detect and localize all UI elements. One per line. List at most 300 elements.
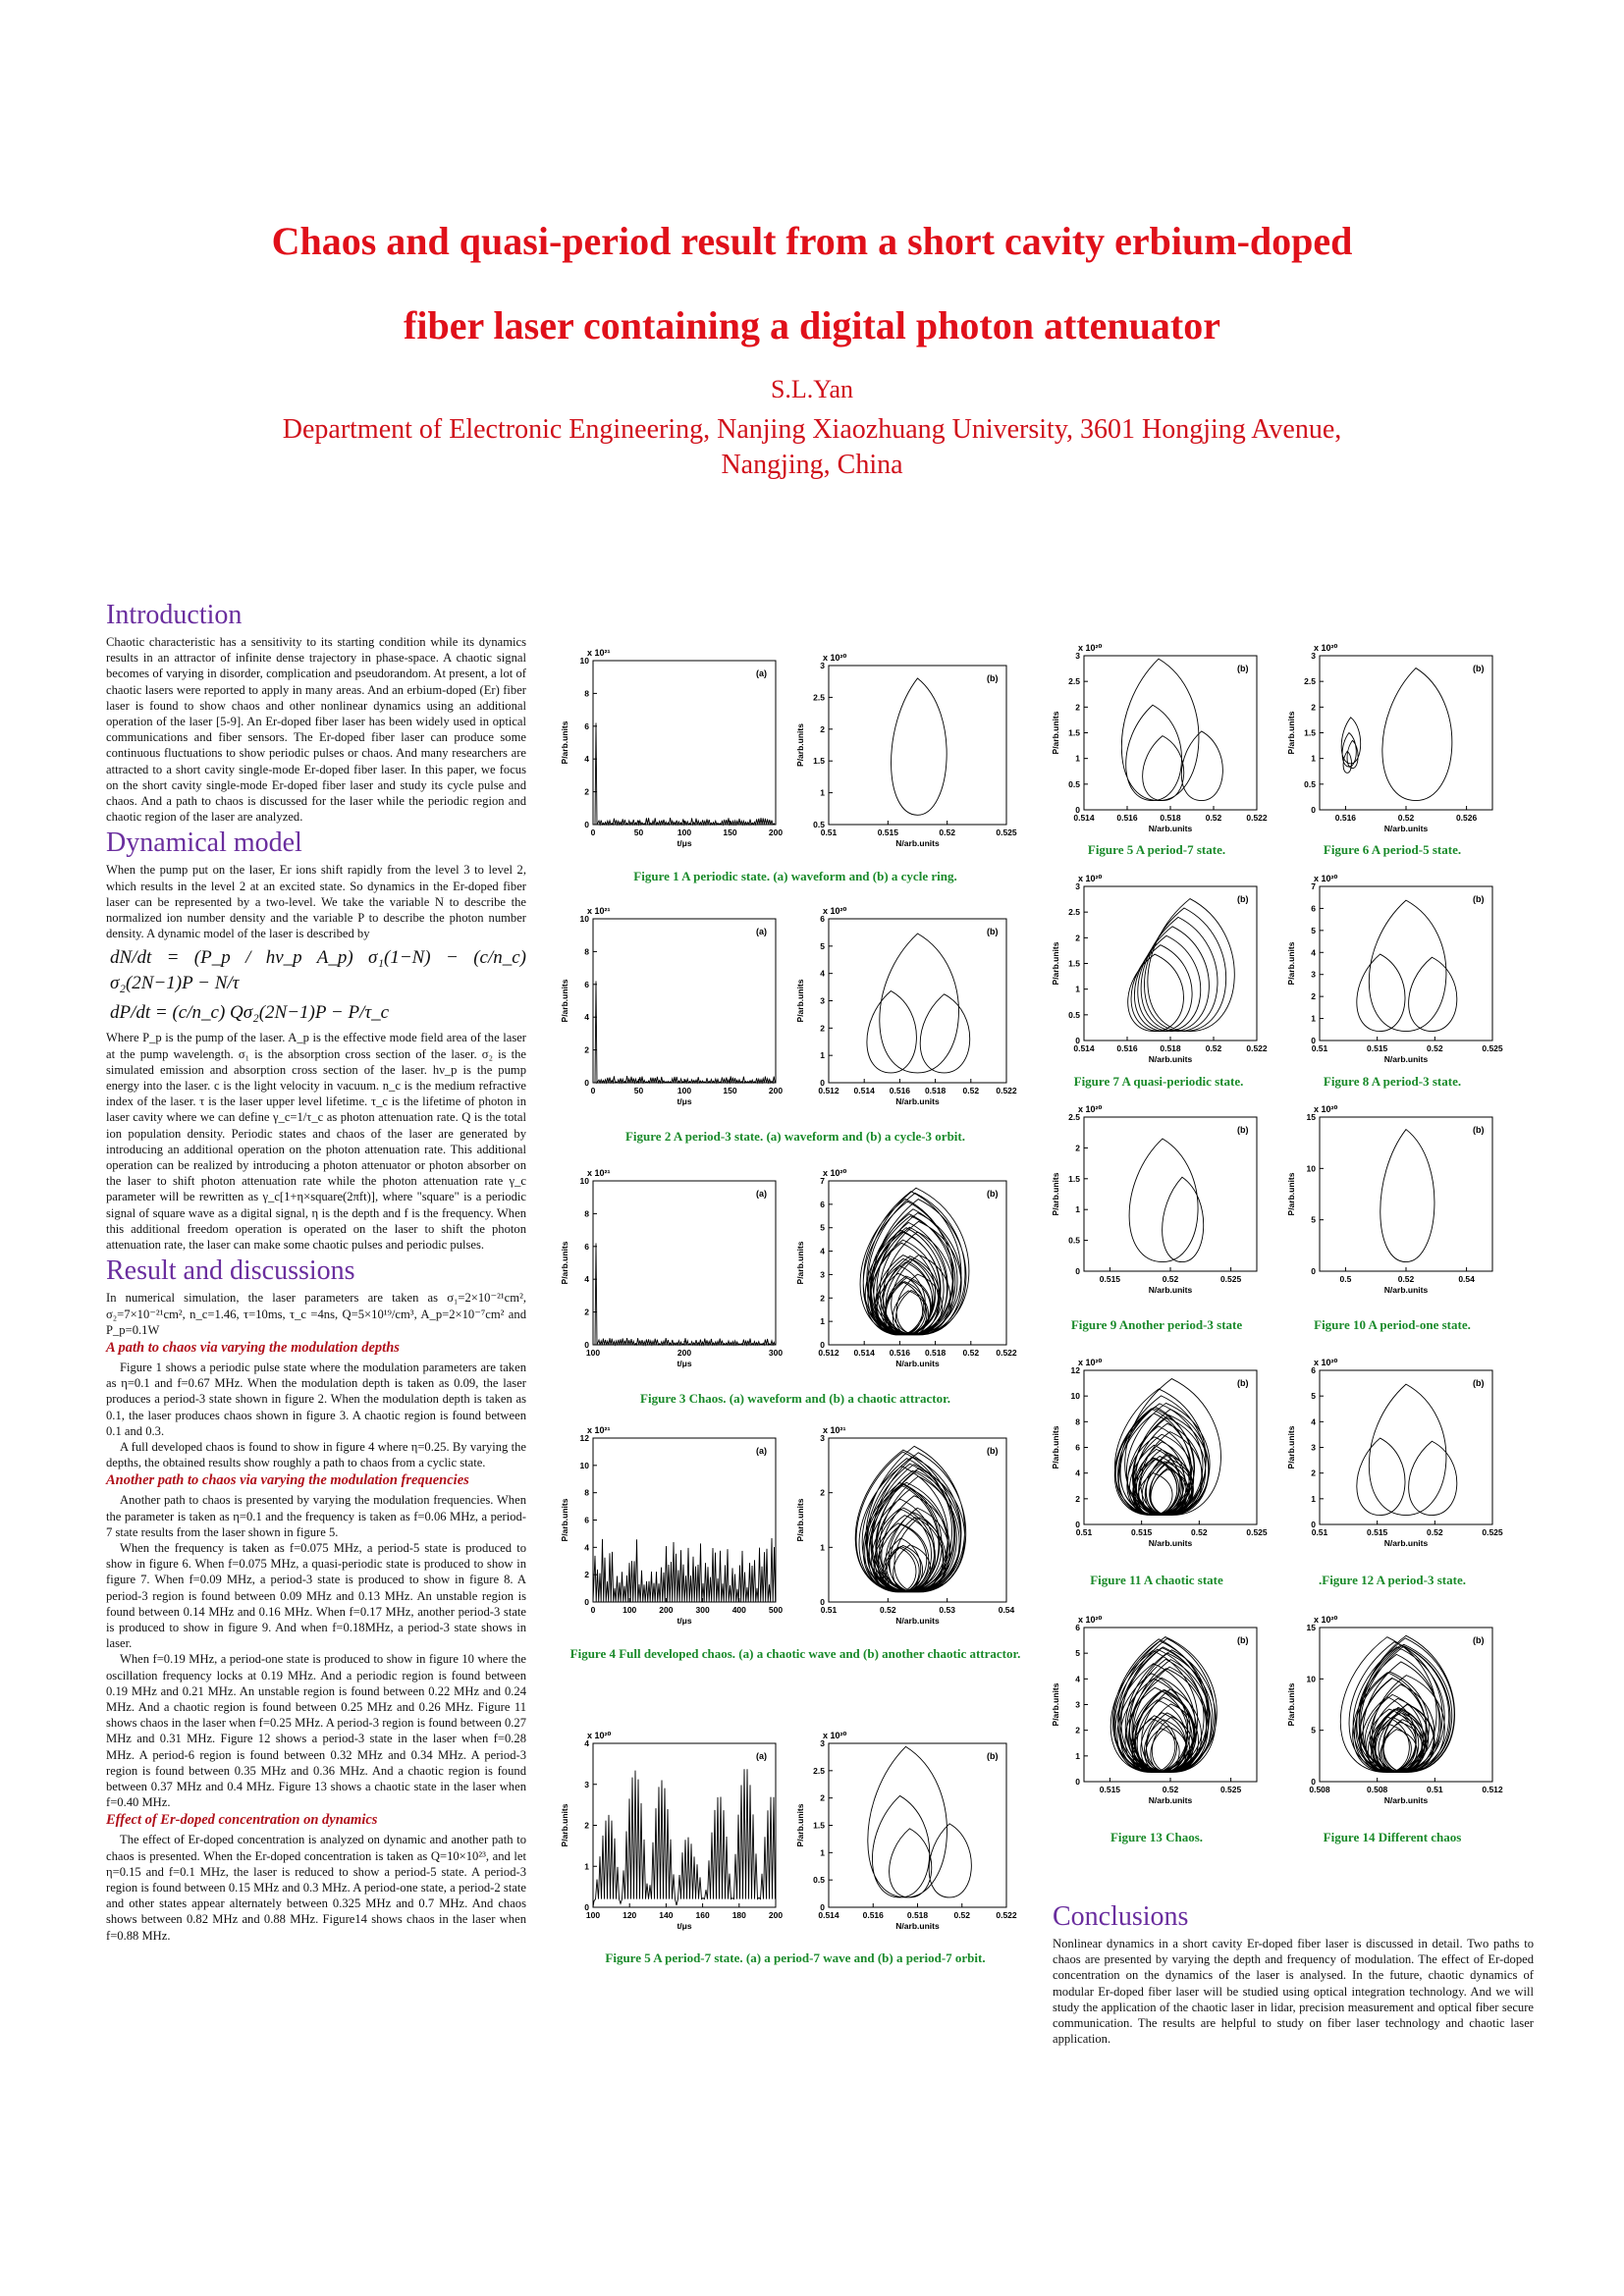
y-tick-label: 2: [1075, 1725, 1080, 1735]
x-tick-label: 0.525: [1482, 1043, 1503, 1053]
y-axis-label: P/arb.units: [560, 721, 569, 765]
data-series-line: [892, 678, 947, 815]
y-tick-label: 4: [584, 1012, 589, 1023]
y-tick-label: 5: [1311, 925, 1316, 935]
x-tick-label: 0.52: [1191, 1527, 1208, 1537]
chart-svg: [793, 1163, 1017, 1374]
x-tick-label: 0.516: [1116, 813, 1138, 823]
x-tick-label: 0.508: [1367, 1785, 1388, 1794]
panel-label: (b): [987, 1751, 999, 1761]
x-tick-label: 50: [633, 1086, 644, 1095]
x-tick-label: 140: [659, 1910, 674, 1920]
y-tick-label: 2: [1311, 1468, 1316, 1478]
y-axis-label: P/arb.units: [1051, 1172, 1060, 1216]
title-line-1: Chaos and quasi-period result from a short cavity erbium-doped: [271, 219, 1353, 263]
x-tick-label: 0.52: [962, 1348, 980, 1358]
plot-frame: [1084, 656, 1257, 810]
y-tick-label: 0: [1075, 1520, 1080, 1529]
y-tick-label: 6: [1075, 1442, 1080, 1453]
equation-2: dP/dt = (c/n_c) Qσ₂(2N−1)P − P/τ_c: [110, 1002, 390, 1024]
caption-fig2: Figure 2 A period-3 state. (a) waveform and (b) a cycle-3 orbit.: [624, 1129, 965, 1144]
chart-svg: [793, 648, 1017, 854]
y-tick-label: 4: [1075, 1674, 1080, 1684]
x-tick-label: 0.522: [1246, 1043, 1268, 1053]
x-tick-label: 0.525: [996, 828, 1017, 837]
conclusions-heading: Conclusions: [1053, 1901, 1189, 1932]
axis-exponent: x 10²¹: [587, 1168, 611, 1178]
y-tick-label: 3: [820, 1433, 825, 1443]
plot-frame: [593, 1438, 776, 1602]
y-tick-label: 6: [1311, 1365, 1316, 1375]
x-tick-label: 0.514: [853, 1086, 875, 1095]
y-tick-label: 1: [820, 1542, 825, 1553]
x-axis-label: N/arb.units: [895, 1921, 940, 1931]
y-tick-label: 2: [584, 786, 589, 797]
x-axis-label: t/μs: [677, 1359, 692, 1368]
chart-svg: [1049, 638, 1268, 839]
chart-svg: [793, 901, 1017, 1112]
y-tick-label: 0: [1075, 1036, 1080, 1045]
y-tick-label: 3: [1311, 651, 1316, 661]
data-series-line: [595, 981, 775, 1083]
y-tick-label: 5: [1075, 1648, 1080, 1659]
x-tick-label: 100: [623, 1605, 637, 1615]
data-series-line: [1357, 900, 1457, 1031]
x-tick-label: 0.51: [1311, 1527, 1328, 1537]
y-tick-label: 1: [820, 1050, 825, 1061]
chart-f5b: [793, 1726, 1017, 1942]
x-tick-label: 150: [723, 828, 737, 837]
y-axis-label: P/arb.units: [560, 1803, 569, 1847]
chart-svg: [1284, 638, 1500, 839]
plot-frame: [593, 1181, 776, 1345]
x-tick-label: 0.516: [862, 1910, 884, 1920]
data-series-line: [595, 1243, 775, 1345]
y-tick-label: 6: [1311, 903, 1316, 914]
x-tick-label: 0.52: [962, 1086, 980, 1095]
model-text-1: When the pump put on the laser, Er ions shift rapidly from the level 3 to level 2, which results in the level 2 at an excited state. So dynamics in the Er-doped fiber laser can be represented by a two-level. We take the variable N to describe the normalized ion number density and the variable P to describe the photon number density. A dynamic model of the laser is described by: [106, 863, 526, 941]
x-tick-label: 0.52: [1427, 1527, 1443, 1537]
y-axis-label: P/arb.units: [1286, 1682, 1296, 1727]
caption-fig12: .Figure 12 A period-3 state.: [1319, 1573, 1466, 1587]
y-axis-label: P/arb.units: [795, 1241, 805, 1285]
y-tick-label: 2: [820, 723, 825, 734]
author: S.L.Yan: [770, 375, 854, 403]
x-tick-label: 0.515: [877, 828, 898, 837]
y-tick-label: 0: [1311, 1777, 1316, 1787]
x-tick-label: 0.52: [939, 828, 955, 837]
panel-label: (b): [987, 673, 999, 683]
y-tick-label: 0: [1075, 1266, 1080, 1276]
x-axis-label: t/μs: [677, 1096, 692, 1106]
y-tick-label: 3: [584, 1779, 589, 1789]
x-tick-label: 0.515: [1099, 1274, 1121, 1284]
y-tick-label: 2: [820, 1792, 825, 1803]
axis-exponent: x 10²⁰: [1078, 1104, 1103, 1114]
model-text-2: Where P_p is the pump of the laser. A_p is the effective mode field area of the laser at the pump wavelength. σ₁ is the absorption cross section of the laser. σ₂ is the simulated emission and absorption cross section of the laser. hν_p is the pump energy into the laser. c is the light velocity in vacuum. n_c is the medium refractive index of the laser. τ is the laser upper level lifetime. τ_c is the lifetime of photon in laser cavity where we can define γ_c=1/τ_c as photon attenuation rate. Q is the total ion population density. Periodic states and chaos of the laser are generated by introducing an additional operation on the photon attenuation rate. This additional operation can be realized by introducing a photon attenuator or photon absorber on the laser to shift photon attenuation rate while the photon attenuation rate γ_c parameter will be rewritten as γ_c[1+η×square(2πft)], where "square" is a periodic signal of square wave as a digital signal, η is the depth and f is the frequency. When this additional freedom operation is operated on the laser to shift the photon attenuation rate, the laser can make some chaotic pulses and periodic pulses.: [106, 1031, 526, 1253]
equation-1: dN/dt = (P_p / hν_p A_p) σ₁(1−N) − (c/n_c) σ₂(2N−1)P − N/τ: [110, 947, 526, 994]
x-tick-label: 0.522: [996, 1348, 1017, 1358]
x-tick-label: 0.508: [1309, 1785, 1330, 1794]
chart-svg: [1049, 1610, 1265, 1811]
panel-label: (a): [756, 1189, 767, 1199]
x-axis-label: t/μs: [677, 1616, 692, 1626]
panel-label: (b): [1237, 1378, 1249, 1388]
subheading-depths: A path to chaos via varying the modulation depths: [106, 1339, 400, 1356]
y-tick-label: 0: [820, 1078, 825, 1088]
y-tick-label: 5: [820, 940, 825, 951]
chart-f5a: [558, 1726, 784, 1942]
x-axis-label: N/arb.units: [895, 1616, 940, 1626]
data-series-line: [1357, 1384, 1457, 1515]
y-tick-label: 2.5: [1068, 907, 1080, 918]
x-tick-label: 0.514: [818, 1910, 839, 1920]
x-tick-label: 0: [590, 1605, 596, 1615]
axis-exponent: x 10²⁰: [1314, 1358, 1338, 1367]
plot-frame: [829, 666, 1006, 825]
caption-fig5: Figure 5 A period-7 state.: [1087, 842, 1226, 857]
axis-exponent: x 10²⁰: [1314, 874, 1338, 883]
y-tick-label: 2.5: [1068, 1112, 1080, 1122]
y-tick-label: 6: [584, 1241, 589, 1252]
y-tick-label: 10: [1306, 1674, 1316, 1684]
y-axis-label: P/arb.units: [795, 979, 805, 1023]
data-series-line: [1341, 668, 1452, 801]
axis-exponent: x 10²⁰: [823, 906, 847, 916]
x-tick-label: 0.52: [1162, 1274, 1179, 1284]
data-series-line: [1380, 1130, 1435, 1262]
y-tick-label: 0: [820, 1902, 825, 1912]
chart-svg: [558, 1420, 784, 1631]
intro-text: Chaotic characteristic has a sensitivity to its starting condition while its dynamics results in an attractor of infinite dense trajectory in phase-space. A chaotic signal becomes of varying in disorder, complication and pseudorandom. At present, a lot of chaotic lasers were reported to apply in many areas. And an erbium-doped (Er) fiber laser is found to show chaos and other nonlinear dynamics using an additional operation of the laser [5-9]. An Er-doped fiber laser has been widely used in optical communications and fiber sensors. The Er-doped fiber laser can produce some continuous fluctuations to show periodic pulses or chaos. And many researchers are attracted to a short cavity single-mode Er-doped fiber laser. In this paper, we focus on the short cavity single-mode Er-doped fiber laser and study its cycle pulse and chaos. And a path to chaos is discussed for the laser while the periodic region and chaotic region of the laser are analyzed.: [106, 635, 526, 825]
x-tick-label: 0.514: [853, 1348, 875, 1358]
y-tick-label: 5: [1311, 1214, 1316, 1225]
results-p1: In numerical simulation, the laser parameters are taken as σ₁=2×10⁻²¹cm², σ₂=7×10⁻²¹cm², n_c=1.46, τ=10ms, τ_c =4ns, Q=5×10¹⁹/cm³, A_p=2×10⁻⁷cm² and P_p=0.1W: [106, 1291, 526, 1337]
panel-label: (b): [1473, 664, 1485, 673]
plot-frame: [593, 919, 776, 1083]
data-series-line: [855, 1446, 966, 1592]
x-tick-label: 0.52: [880, 1605, 896, 1615]
y-tick-label: 3: [820, 661, 825, 670]
x-tick-label: 0.515: [1131, 1527, 1153, 1537]
y-tick-label: 2: [820, 1487, 825, 1498]
axis-exponent: x 10²⁰: [1314, 1104, 1338, 1114]
x-axis-label: N/arb.units: [895, 838, 940, 848]
chart-svg: [1049, 869, 1268, 1070]
y-tick-label: 2: [1075, 1143, 1080, 1153]
x-tick-label: 0.515: [1367, 1527, 1388, 1537]
y-tick-label: 1: [1075, 753, 1080, 764]
panel-label: (b): [987, 1189, 999, 1199]
axis-exponent: x 10²⁰: [1314, 1615, 1338, 1625]
axis-exponent: x 10²¹: [823, 1425, 846, 1435]
x-tick-label: 0.518: [906, 1910, 929, 1920]
x-tick-label: 0.51: [1427, 1785, 1443, 1794]
x-axis-label: N/arb.units: [1148, 1538, 1193, 1548]
plot-frame: [829, 1743, 1006, 1907]
title-line-2: fiber laser containing a digital photon attenuator: [404, 303, 1220, 347]
x-tick-label: 0.525: [1482, 1527, 1503, 1537]
y-tick-label: 6: [820, 1199, 825, 1209]
y-tick-label: 2.5: [813, 1765, 825, 1776]
chart-svg: [1049, 1353, 1268, 1554]
y-tick-label: 4: [1075, 1468, 1080, 1478]
y-tick-label: 0.5: [813, 820, 825, 829]
x-axis-label: N/arb.units: [1148, 1285, 1193, 1295]
results-heading: Result and discussions: [106, 1255, 355, 1287]
y-tick-label: 10: [579, 914, 589, 924]
x-tick-label: 200: [768, 1910, 784, 1920]
chart-f5r: [1049, 638, 1268, 844]
y-tick-label: 1: [820, 1316, 825, 1327]
panel-label: (b): [1237, 1635, 1249, 1645]
axis-exponent: x 10²¹: [587, 648, 611, 658]
y-tick-label: 2: [584, 1044, 589, 1055]
data-series-line: [867, 934, 970, 1073]
y-tick-label: 10: [1306, 1163, 1316, 1174]
chart-f10: [1284, 1099, 1500, 1306]
y-tick-label: 6: [584, 721, 589, 731]
x-tick-label: 0.52: [1427, 1043, 1443, 1053]
chart-svg: [1284, 869, 1503, 1070]
caption-fig6: Figure 6 A period-5 state.: [1323, 842, 1462, 857]
y-tick-label: 4: [1311, 947, 1316, 958]
axis-exponent: x 10²⁰: [1314, 643, 1338, 653]
data-series-line: [1129, 1139, 1204, 1262]
y-tick-label: 1: [1075, 1750, 1080, 1761]
axis-exponent: x 10²¹: [587, 1425, 611, 1435]
y-tick-label: 0: [584, 820, 589, 829]
conclusions: [1053, 1902, 1534, 2047]
y-tick-label: 0: [584, 1340, 589, 1350]
x-tick-label: 0.516: [1334, 813, 1357, 823]
panel-label: (b): [1473, 894, 1485, 904]
x-tick-label: 200: [677, 1348, 692, 1358]
x-tick-label: 0.515: [1099, 1785, 1121, 1794]
results-p2: Figure 1 shows a periodic pulse state where the modulation parameters are taken as η=0.1 and f=0.67 MHz. When the modulation depth is taken as 0.09, the laser produces a period-3 state shown in figure 2. When the modulation depth is taken as 0.1, the laser produces chaos shown in figure 3. A chaotic region is found between 0.1 and 0.3.: [106, 1360, 526, 1438]
y-tick-label: 2: [1075, 933, 1080, 943]
y-tick-label: 8: [584, 1208, 589, 1219]
x-axis-label: N/arb.units: [1383, 1054, 1429, 1064]
plot-frame: [1320, 1370, 1492, 1524]
affiliation: Department of Electronic Engineering, Nanjing Xiaozhuang University, 3601 Hongjing Avenue, Nangjing, China: [282, 414, 1342, 480]
x-axis-label: t/μs: [677, 1921, 692, 1931]
axis-exponent: x 10²⁰: [1078, 874, 1103, 883]
x-tick-label: 50: [633, 828, 644, 837]
chart-f2a: [558, 901, 784, 1117]
y-tick-label: 4: [584, 1274, 589, 1285]
x-tick-label: 0.52: [1205, 1043, 1222, 1053]
y-tick-label: 3: [1075, 651, 1080, 661]
x-tick-label: 0.518: [1160, 813, 1181, 823]
x-axis-label: N/arb.units: [1148, 1054, 1193, 1064]
chart-f13: [1049, 1610, 1265, 1816]
x-tick-label: 0.522: [1246, 813, 1268, 823]
y-tick-label: 8: [584, 688, 589, 699]
chart-f8: [1284, 869, 1503, 1075]
y-tick-label: 1: [1075, 984, 1080, 994]
x-tick-label: 0.54: [1458, 1274, 1475, 1284]
y-tick-label: 1.5: [813, 756, 825, 767]
x-tick-label: 0: [590, 1086, 596, 1095]
x-tick-label: 500: [768, 1605, 784, 1615]
x-tick-label: 300: [695, 1605, 710, 1615]
axis-exponent: x 10²⁰: [587, 1731, 612, 1740]
panel-label: (b): [987, 927, 999, 936]
y-axis-label: P/arb.units: [795, 1498, 805, 1542]
y-tick-label: 2: [1311, 991, 1316, 1002]
y-tick-label: 1.5: [813, 1820, 825, 1831]
left-column: [106, 601, 526, 1944]
x-axis-label: N/arb.units: [1383, 1795, 1429, 1805]
x-tick-label: 0.52: [1397, 1274, 1415, 1284]
chart-svg: [1284, 1353, 1503, 1554]
y-axis-label: P/arb.units: [1286, 941, 1296, 986]
y-tick-label: 0: [1311, 805, 1316, 815]
chart-svg: [558, 1726, 784, 1937]
x-tick-label: 0.512: [818, 1348, 839, 1358]
y-axis-label: P/arb.units: [560, 979, 569, 1023]
x-axis-label: N/arb.units: [1383, 824, 1429, 833]
y-tick-label: 4: [820, 1246, 825, 1256]
x-tick-label: 0.52: [1162, 1785, 1179, 1794]
y-tick-label: 10: [579, 1176, 589, 1186]
y-axis-label: P/arb.units: [1286, 711, 1296, 755]
caption-fig4: Figure 4 Full developed chaos. (a) a chaotic wave and (b) another chaotic attractor.: [569, 1646, 1021, 1661]
y-tick-label: 5: [820, 1222, 825, 1233]
x-tick-label: 100: [677, 1086, 692, 1095]
y-tick-label: 15: [1306, 1623, 1316, 1632]
caption-fig10: Figure 10 A period-one state.: [1314, 1317, 1471, 1332]
x-tick-label: 200: [659, 1605, 674, 1615]
y-axis-label: P/arb.units: [1286, 1172, 1296, 1216]
x-tick-label: 0.52: [1397, 813, 1415, 823]
y-tick-label: 1: [1311, 1493, 1316, 1504]
y-tick-label: 0: [1311, 1266, 1316, 1276]
y-tick-label: 5: [1311, 1391, 1316, 1402]
results-p4: Another path to chaos is presented by varying the modulation frequencies. When the parameter is taken as η=0.1 and the frequency is taken as f=0.06 MHz, a period-7 state results from the laser shown in figure 5.: [106, 1493, 526, 1539]
y-axis-label: P/arb.units: [1286, 1425, 1296, 1469]
panel-label: (b): [1237, 1125, 1249, 1135]
x-tick-label: 400: [731, 1605, 746, 1615]
results-p7: The effect of Er-doped concentration is analyzed on dynamic and another path to chaos is presented. When the Er-doped concentration is taken as Q=10×10²³, and let η=0.15 and f=0.1 MHz, the laser is reduced to show a period-5 state. A period-3 region is found between 0.15 MHz and 0.3 MHz. A period-one state, a period-2 state and other states appear alternately between 0.325 MHz and 0.7 MHz. And chaos shows between 0.82 MHz and 0.88 MHz. Figure14 shows chaos in the laser when f=0.88 MHz.: [106, 1833, 526, 1943]
y-tick-label: 2: [820, 1023, 825, 1034]
x-tick-label: 0.516: [1116, 1043, 1138, 1053]
y-tick-label: 1: [584, 1861, 589, 1872]
y-tick-label: 1: [1311, 1013, 1316, 1024]
x-tick-label: 100: [677, 828, 692, 837]
chart-f1a: [558, 643, 784, 859]
y-axis-label: P/arb.units: [1051, 1682, 1060, 1727]
y-tick-label: 0: [1311, 1036, 1316, 1045]
y-tick-label: 6: [820, 914, 825, 924]
y-axis-label: P/arb.units: [560, 1241, 569, 1285]
data-series-line: [593, 1538, 776, 1602]
x-tick-label: 0.522: [996, 1910, 1017, 1920]
y-tick-label: 2: [584, 1570, 589, 1580]
y-tick-label: 4: [584, 1738, 589, 1748]
axis-exponent: x 10²⁰: [823, 1731, 847, 1740]
panel-label: (b): [1237, 894, 1249, 904]
caption-fig5b: Figure 5 A period-7 state. (a) a period-7 wave and (b) a period-7 orbit.: [605, 1950, 986, 1965]
data-series-line: [1110, 1637, 1217, 1773]
x-tick-label: 0.518: [924, 1348, 947, 1358]
x-tick-label: 0.516: [889, 1348, 911, 1358]
plot-frame: [1084, 886, 1257, 1041]
x-tick-label: 0.525: [1246, 1527, 1268, 1537]
y-tick-label: 3: [1311, 1442, 1316, 1453]
y-tick-label: 1.5: [1068, 727, 1080, 738]
plot-frame: [593, 661, 776, 825]
y-tick-label: 2: [1075, 1493, 1080, 1504]
y-tick-label: 12: [1070, 1365, 1080, 1375]
y-tick-label: 2: [1075, 702, 1080, 713]
chart-f2b: [793, 901, 1017, 1117]
caption-fig11: Figure 11 A chaotic state: [1090, 1573, 1223, 1587]
y-tick-label: 1.5: [1068, 958, 1080, 969]
panel-label: (a): [756, 668, 767, 678]
x-axis-label: N/arb.units: [1383, 1538, 1429, 1548]
subheading-frequencies: Another path to chaos via varying the modulation frequencies: [106, 1472, 469, 1489]
y-tick-label: 4: [584, 754, 589, 765]
panel-label: (b): [1473, 1125, 1485, 1135]
chart-f9: [1049, 1099, 1265, 1306]
y-tick-label: 0: [584, 1902, 589, 1912]
data-series-line: [1340, 1635, 1454, 1772]
y-tick-label: 2.5: [813, 692, 825, 703]
x-tick-label: 0.514: [1073, 1043, 1095, 1053]
x-tick-label: 300: [768, 1348, 784, 1358]
x-axis-label: N/arb.units: [895, 1359, 940, 1368]
conclusions-text: Nonlinear dynamics in a short cavity Er-doped fiber laser is discussed in detail. Two paths to chaos are presented by varying the depth and frequency of modulation. The effect of Er-doped concentration on the dynamics of the laser is analysed. In the future, chaotic dynamics of modular Er-doped fiber laser will be studied using optical integration technology. And we will study the application of the chaotic laser in lidar, precision measurement and optical fiber secure communication. The results are helpful to study on fiber laser technology and chaotic laser application.: [1053, 1937, 1534, 2047]
y-tick-label: 0.5: [1304, 778, 1316, 789]
panel-label: (a): [756, 927, 767, 936]
axis-exponent: x 10²⁰: [823, 653, 847, 663]
y-tick-label: 10: [579, 1460, 589, 1470]
y-tick-label: 6: [1075, 1623, 1080, 1632]
x-tick-label: 200: [768, 1086, 784, 1095]
chart-f4b: [793, 1420, 1014, 1636]
plot-frame: [1320, 886, 1492, 1041]
y-axis-label: P/arb.units: [1051, 1425, 1060, 1469]
x-tick-label: 0.522: [996, 1086, 1017, 1095]
y-tick-label: 1: [820, 787, 825, 798]
results-p5: When the frequency is taken as f=0.075 MHz, a period-5 state is produced to show in figure 6. When f=0.075 MHz, a quasi-periodic state is produced to show in figure 7. When f=0.09 MHz, a period-3 state is produced to show in figure 8. A period-3 region is found between 0.09 MHz and 0.13 MHz. An unstable region is found between 0.14 MHz and 0.16 MHz. When f=0.17 MHz, another period-3 state is produced to show in figure 9. And when f=0.18MHz, a period-3 state shows in laser.: [106, 1540, 526, 1651]
x-tick-label: 0.51: [820, 1605, 838, 1615]
data-series-line: [868, 1746, 972, 1897]
x-tick-label: 0.518: [1160, 1043, 1181, 1053]
axis-exponent: x 10²¹: [587, 906, 611, 916]
y-tick-label: 12: [579, 1433, 589, 1443]
y-axis-label: P/arb.units: [795, 723, 805, 767]
y-axis-label: P/arb.units: [1051, 941, 1060, 986]
data-series-line: [860, 1188, 969, 1335]
x-tick-label: 180: [731, 1910, 746, 1920]
results-p3: A full developed chaos is found to show in figure 4 where η=0.25. By varying the depths, the obtained results show roughly a path to chaos from a cyclic state.: [106, 1439, 526, 1470]
y-tick-label: 2: [584, 1820, 589, 1831]
chart-f6: [1284, 638, 1500, 844]
y-tick-label: 2.5: [1068, 676, 1080, 687]
y-tick-label: 8: [1075, 1416, 1080, 1427]
chart-f1b: [793, 648, 1017, 859]
x-tick-label: 0.512: [1482, 1785, 1503, 1794]
x-tick-label: 0.5: [1339, 1274, 1352, 1284]
y-tick-label: 1: [820, 1847, 825, 1858]
axis-exponent: x 10²⁰: [1078, 643, 1103, 653]
y-axis-label: P/arb.units: [795, 1803, 805, 1847]
x-tick-label: 120: [623, 1910, 637, 1920]
chart-svg: [1284, 1099, 1500, 1301]
